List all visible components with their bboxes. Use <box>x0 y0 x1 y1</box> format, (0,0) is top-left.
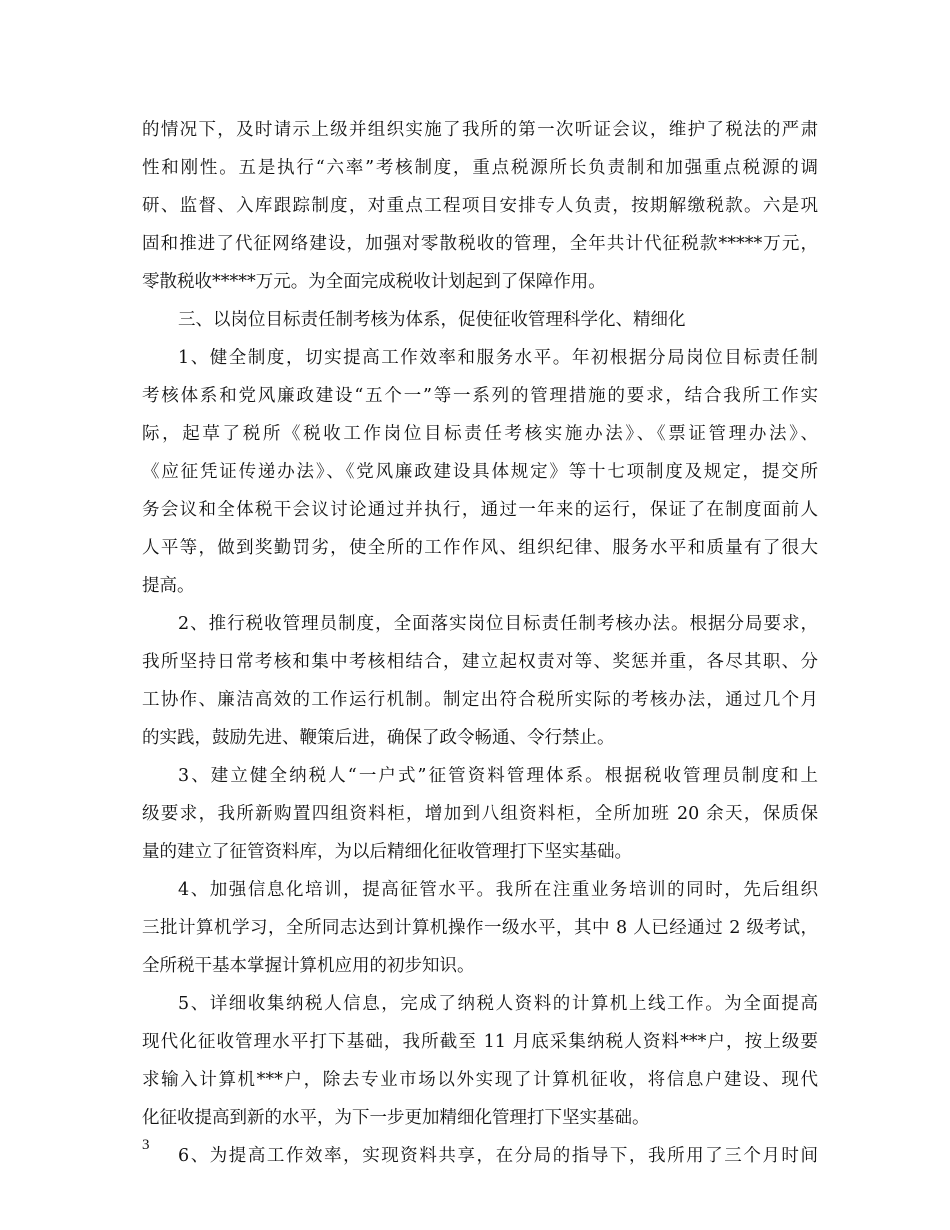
text-line: 性和刚性。五是执行“六率”考核制度，重点税源所长负责制和加强重点税源的调 <box>142 158 818 178</box>
text-line: 提高。 <box>142 576 195 596</box>
text-line: 现代化征收管理水平打下基础，我所截至 11 月底采集纳税人资料***户，按上级要 <box>142 1032 818 1052</box>
text-line: 量的建立了征管资料库，为以后精细化征收管理打下坚实基础。 <box>142 842 632 862</box>
text-line: 研、监督、入库跟踪制度，对重点工程项目安排专人负责，按期解缴税款。六是巩 <box>142 196 818 216</box>
text-line: 我所坚持日常考核和集中考核相结合，建立起权责对等、奖惩并重，各尽其职、分 <box>142 652 818 672</box>
text-line: 务会议和全体税干会议讨论通过并执行，通过一年来的运行，保证了在制度面前人 <box>142 500 818 520</box>
text-line: 三批计算机学习，全所同志达到计算机操作一级水平，其中 8 人已经通过 2 级考试， <box>142 918 818 938</box>
text-line: 6、为提高工作效率，实现资料共享，在分局的指导下，我所用了三个月时间 <box>178 1146 818 1166</box>
text-line: 际，起草了税所《税收工作岗位目标责任考核实施办法》、《票证管理办法》、 <box>142 424 818 444</box>
page-number: 3 <box>142 1137 150 1153</box>
text-line: 固和推进了代征网络建设，加强对零散税收的管理，全年共计代征税款*****万元， <box>142 234 818 254</box>
text-line: 3、建立健全纳税人“一户式”征管资料管理体系。根据税收管理员制度和上 <box>178 766 818 786</box>
text-line: 级要求，我所新购置四组资料柜，增加到八组资料柜，全所加班 20 余天，保质保 <box>142 804 818 824</box>
text-line: 1、健全制度，切实提高工作效率和服务水平。年初根据分局岗位目标责任制 <box>178 348 818 368</box>
text-line: 零散税收*****万元。为全面完成税收计划起到了保障作用。 <box>142 272 606 292</box>
text-line: 工协作、廉洁高效的工作运行机制。制定出符合税所实际的考核办法，通过几个月 <box>142 690 818 710</box>
text-line: 全所税干基本掌握计算机应用的初步知识。 <box>142 956 475 976</box>
text-line: 人平等，做到奖勤罚劣，使全所的工作作风、组织纪律、服务水平和质量有了很大 <box>142 538 818 558</box>
text-line: 的情况下，及时请示上级并组织实施了我所的第一次听证会议，维护了税法的严肃 <box>142 120 818 140</box>
text-line: 化征收提高到新的水平，为下一步更加精细化管理打下坚实基础。 <box>142 1108 650 1128</box>
text-line: 2、推行税收管理员制度，全面落实岗位目标责任制考核办法。根据分局要求， <box>178 614 818 634</box>
text-line: 三、以岗位目标责任制考核为体系，促使征收管理科学化、精细化 <box>178 310 686 330</box>
text-line: 4、加强信息化培训，提高征管水平。我所在注重业务培训的同时，先后组织 <box>178 880 818 900</box>
text-line: 《应征凭证传递办法》、《党风廉政建设具体规定》等十七项制度及规定，提交所 <box>142 462 818 482</box>
text-line: 的实践，鼓励先进、鞭策后进，确保了政令畅通、令行禁止。 <box>142 728 615 748</box>
text-line: 求输入计算机***户，除去专业市场以外实现了计算机征收，将信息户建设、现代 <box>142 1070 818 1090</box>
text-line: 5、详细收集纳税人信息，完成了纳税人资料的计算机上线工作。为全面提高 <box>178 994 818 1014</box>
body-text <box>142 117 818 1181</box>
text-line: 考核体系和党风廉政建设“五个一”等一系列的管理措施的要求，结合我所工作实 <box>142 386 818 406</box>
